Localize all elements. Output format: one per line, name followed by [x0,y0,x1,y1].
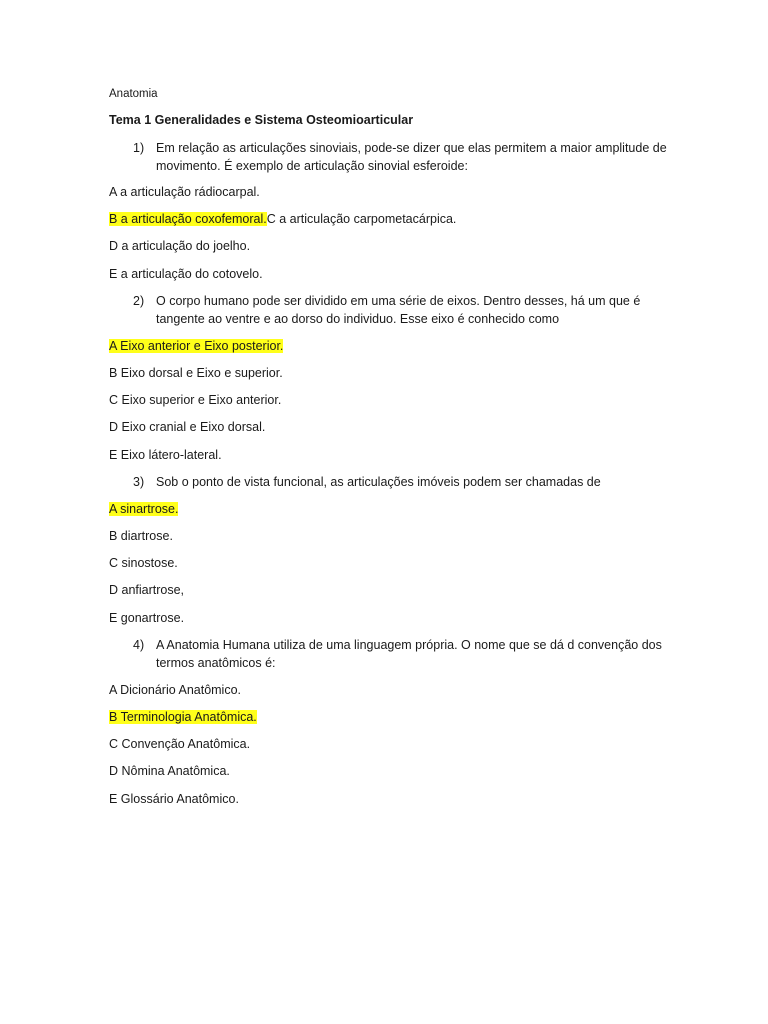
question-3-text: Sob o ponto de vista funcional, as articulações imóveis podem ser chamadas de [156,475,601,489]
question-4-option-b-answer: B Terminologia Anatômica. [109,710,257,724]
question-3-option-c: C sinostose. [109,556,178,570]
question-4-text: A Anatomia Humana utiliza de uma linguagem própria. O nome que se dá d convenção dos termos anatômicos é: [156,638,662,670]
question-4-option-d: D Nômina Anatômica. [109,764,230,778]
question-4-option-a: A Dicionário Anatômico. [109,683,242,697]
question-1-option-b-answer: B a articulação coxofemoral. [109,212,267,226]
question-1-option-c: C a articulação carpometacárpica. [266,212,457,226]
document-title: Tema 1 Generalidades e Sistema Osteomioarticular [109,113,414,127]
question-4-option-c: C Convenção Anatômica. [109,737,251,751]
question-4-number: 4) [133,638,145,652]
question-2-number: 2) [133,294,145,308]
question-3-option-e: E gonartrose. [109,611,185,625]
question-2-option-e: E Eixo látero-lateral. [109,448,222,462]
question-1-number: 1) [133,141,145,155]
question-1-options-bc [109,210,456,228]
question-3-option-d: D anfiartrose, [109,583,185,597]
question-1-option-a: A a articulação rádiocarpal. [109,185,260,199]
question-3-option-a-answer: A sinartrose. [109,502,179,516]
question-3-number: 3) [133,475,145,489]
question-4-option-e: E Glossário Anatômico. [109,792,239,806]
question-2-option-c: C Eixo superior e Eixo anterior. [109,393,282,407]
document-header: Anatomia [109,88,158,100]
question-1-option-d: D a articulação do joelho. [109,239,251,253]
question-2-option-b: B Eixo dorsal e Eixo e superior. [109,366,283,380]
question-1-option-e: E a articulação do cotovelo. [109,267,263,281]
question-2-option-d: D Eixo cranial e Eixo dorsal. [109,420,266,434]
question-1-text: Em relação as articulações sinoviais, pode-se dizer que elas permitem a maior amplitude de movimento. É exemplo de articulação sinovial esferoide: [156,141,667,173]
question-2-option-a-answer: A Eixo anterior e Eixo posterior. [109,339,284,353]
question-2-text: O corpo humano pode ser dividido em uma série de eixos. Dentro desses, há um que é tangente ao ventre e ao dorso do individuo. Esse eixo é conhecido como [156,294,641,326]
question-3-option-b: B diartrose. [109,529,173,543]
